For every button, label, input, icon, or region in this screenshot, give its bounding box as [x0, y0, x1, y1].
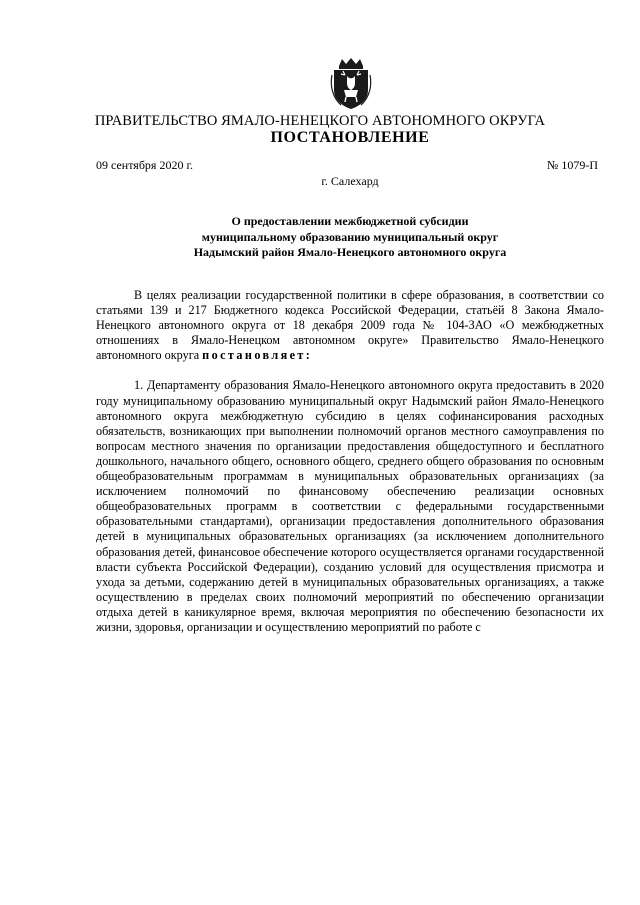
document-date: 09 сентября 2020 г. — [96, 158, 194, 172]
item-1-paragraph: 1. Департаменту образования Ямало-Ненецкого автономного округа предоставить в 2020 году муниципальному образованию муниципальный округ Надымский район Ямало-Ненецкого автономного округа межбюджетную субсидию в целях софинансирования расходных обязательств, возникающих при выполнении полномочий органов местного самоуправления по вопросам местного значения по организации предоставления общедоступного и бесплатного дошкольного, начального общего, основного общего, среднего общего образования по основным общеобразовательным программам в муниципальных образовательных организациях (за исключением полномочий по финансовому обеспечению реализации основных общеобразовательных программ в соответствии с федеральными государственными образовательными стандартами), организации предоставления дополнительного образования детей в муниципальных образовательных организациях (за исключением дополнительного образования детей, финансовое обеспечение которого осуществляется органами государственной власти субъекта Российской Федерации), созданию условий для осуществления присмотра и ухода за детьми, содержанию детей в муниципальных образовательных организациях, а также осуществлению в пределах своих полномочий мероприятий по обеспечению организации отдыха детей в каникулярное время, включая мероприятия по обеспечению безопасности их жизни, здоровья, организации и осуществлению мероприятий по работе с — [96, 378, 604, 634]
document-type: ПОСТАНОВЛЕНИЕ — [270, 129, 430, 146]
coat-of-arms-icon — [329, 57, 373, 111]
document-body — [96, 288, 604, 650]
document-city: г. Салехард — [321, 174, 379, 188]
subject-line: Надымский район Ямало-Ненецкого автономного округа — [193, 245, 507, 259]
preamble-paragraph — [96, 288, 604, 363]
preamble-text: В целях реализации государственной политики в сфере образования, в соответствии со статьями 139 и 217 Бюджетного кодекса Российской Федерации, статьёй 8 Закона Ямало-Ненецкого автономного округа от 18 декабря 2009 года № 104-ЗАО «О межбюджетных отношениях в Ямало-Ненецком автономном округе» Правительство Ямало-Ненецкого автономного округа — [96, 288, 604, 363]
subject-line: муниципальному образованию муниципальный округ — [201, 229, 499, 244]
government-title: ПРАВИТЕЛЬСТВО ЯМАЛО-НЕНЕЦКОГО АВТОНОМНОГО ОКРУГА — [94, 113, 546, 129]
subject-line: О предоставлении межбюджетной субсидии — [231, 214, 469, 228]
document-subject — [96, 214, 604, 261]
resolves-word: постановляет: — [202, 348, 313, 363]
document-number: № 1079-П — [546, 158, 598, 172]
